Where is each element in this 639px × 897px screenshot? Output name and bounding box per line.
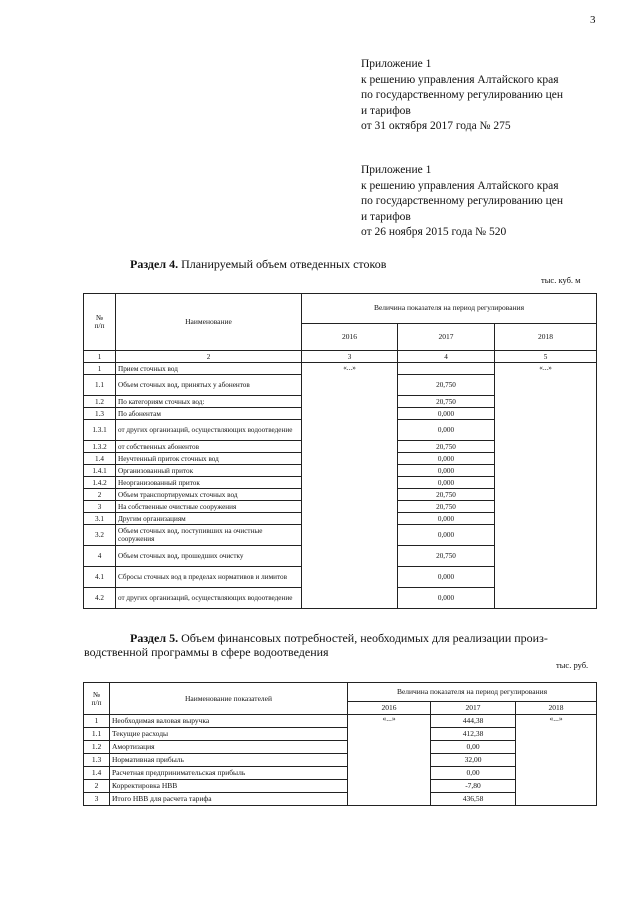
section5-title [130,631,548,646]
section4-table [83,293,597,609]
appendix-line: Приложение 1 [361,58,432,70]
value-2018: «...» [516,715,597,806]
row-num: 3.2 [84,525,116,546]
row-name: от других организаций, осуществляющих водоотведение [116,420,302,441]
value-2017: 0,00 [431,741,516,754]
value-2017: 20,750 [398,441,495,453]
row-num: 3.1 [84,513,116,525]
value-2018: «...» [495,363,597,609]
value-2016: «...» [302,363,398,609]
row-num: 1.3 [84,408,116,420]
row-name: от собственных абонентов [116,441,302,453]
header-year: 2018 [516,702,597,715]
row-num: 1 [84,363,116,375]
row-num: 3 [84,793,110,806]
appendix-line: от 31 октября 2017 года № 275 [361,120,511,132]
row-num: 1.1 [84,375,116,396]
value-2017: 20,750 [398,375,495,396]
row-name: Корректировка НВВ [110,780,348,793]
header-period: Величина показателя на период регулирования [302,294,597,324]
value-2017: 444,38 [431,715,516,728]
row-num: 1.4 [84,453,116,465]
row-name: Объем сточных вод, принятых у абонентов [116,375,302,396]
row-name: Другим организациям [116,513,302,525]
appendix-block-current [361,57,563,135]
value-2017: 20,750 [398,546,495,567]
appendix-line: и тарифов [361,210,411,223]
row-num: 1.3.2 [84,441,116,453]
header-num: № п/п [84,294,116,351]
appendix-line: от 26 ноября 2015 года № 520 [361,226,507,238]
appendix-line: по государственному регулированию цен [361,89,564,101]
appendix-line: и тарифов [361,104,411,117]
value-2017: 32,00 [431,754,516,767]
row-num: 1.4.1 [84,465,116,477]
value-2017: 20,750 [398,489,495,501]
section4-units: тыс. куб. м [541,275,581,285]
page-number: 3 [590,14,596,26]
row-name: Объем сточных вод, поступивших на очистные сооружения [116,525,302,546]
row-num: 1.4 [84,767,110,780]
header-name: Наименование [116,294,302,351]
row-num: 3 [84,501,116,513]
row-name: Прием сточных вод [116,363,302,375]
value-2017: 0,000 [398,588,495,609]
row-name: от других организаций, осуществляющих водоотведение [116,588,302,609]
row-name: По абонентам [116,408,302,420]
row-num: 1.4.2 [84,477,116,489]
header-name: Наименование показателей [110,683,348,715]
row-name: Неучтенный приток сточных вод [116,453,302,465]
value-2017: 0,00 [431,767,516,780]
section4-label: Раздел 4. [130,257,179,271]
row-name: Итого НВВ для расчета тарифа [110,793,348,806]
appendix-line: к решению управления Алтайского края [361,179,559,192]
col-number: 1 [84,351,116,363]
row-name: Нормативная прибыль [110,754,348,767]
header-year: 2016 [348,702,431,715]
row-num: 4.1 [84,567,116,588]
header-year: 2017 [398,323,495,350]
header-period: Величина показателя на период регулирования [348,683,597,702]
row-num: 1.3 [84,754,110,767]
section5-title-line1: Объем финансовых потребностей, необходимых для реализации произ- [181,631,548,645]
row-num: 4.2 [84,588,116,609]
section5-title-line2: водственной программы в сфере водоотведения [84,645,329,659]
value-2017 [398,363,495,375]
row-num: 2 [84,780,110,793]
value-2017: 0,000 [398,453,495,465]
row-num: 1.2 [84,741,110,754]
row-name: Необходимая валовая выручка [110,715,348,728]
section5-units: тыс. руб. [556,660,589,670]
section5-title-cont [84,645,329,660]
row-name: Амортизация [110,741,348,754]
appendix-line: к решению управления Алтайского края [361,73,559,86]
value-2017: 0,000 [398,567,495,588]
row-num: 1.3.1 [84,420,116,441]
value-2017: 0,000 [398,465,495,477]
header-year: 2018 [495,323,597,350]
row-num: 1.2 [84,396,116,408]
row-name: Организованный приток [116,465,302,477]
row-name: Текущие расходы [110,728,348,741]
value-2017: 412,38 [431,728,516,741]
row-name: На собственные очистные сооружения [116,501,302,513]
value-2017: 20,750 [398,501,495,513]
col-number: 5 [495,351,597,363]
value-2017: 20,750 [398,396,495,408]
row-num: 4 [84,546,116,567]
value-2017: -7,80 [431,780,516,793]
value-2016: «...» [348,715,431,806]
row-num: 1 [84,715,110,728]
section5-table [83,682,597,806]
appendix-line: по государственному регулированию цен [361,195,564,207]
section5-label: Раздел 5. [130,631,179,645]
value-2017: 0,000 [398,420,495,441]
row-name: Сбросы сточных вод в пределах нормативов и лимитов [116,567,302,588]
col-number: 2 [116,351,302,363]
col-number: 4 [398,351,495,363]
value-2017: 0,000 [398,525,495,546]
row-num: 1.1 [84,728,110,741]
header-year: 2016 [302,323,398,350]
row-num: 2 [84,489,116,501]
value-2017: 0,000 [398,513,495,525]
value-2017: 0,000 [398,477,495,489]
row-name: Неорганизованный приток [116,477,302,489]
value-2017: 0,000 [398,408,495,420]
section4-title [130,257,386,272]
header-num: № п/п [84,683,110,715]
appendix-block-original [361,163,563,241]
row-name: Объем сточных вод, прошедших очистку [116,546,302,567]
col-number: 3 [302,351,398,363]
row-name: По категориям сточных вод: [116,396,302,408]
row-name: Расчетная предпринимательская прибыль [110,767,348,780]
header-year: 2017 [431,702,516,715]
appendix-line: Приложение 1 [361,164,432,176]
row-name: Объем транспортируемых сточных вод [116,489,302,501]
section4-title-text: Планируемый объем отведенных стоков [181,257,387,271]
value-2017: 436,58 [431,793,516,806]
